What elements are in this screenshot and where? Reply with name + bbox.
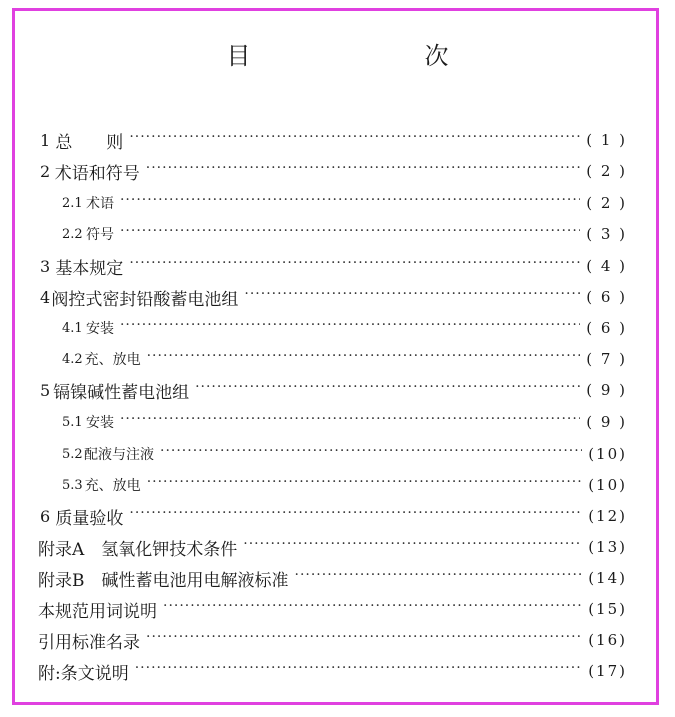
toc-entry-label: 基本规定 <box>55 258 124 279</box>
toc-entry-number: 5 <box>40 380 51 400</box>
toc-leader-dots <box>135 664 582 678</box>
toc-entry-appendix-a[interactable] <box>38 534 627 560</box>
toc-entry-label: 本规范用词说明 <box>38 601 157 622</box>
toc-entry-number: 5.3 <box>62 477 83 493</box>
toc-leader-dots <box>195 383 580 397</box>
toc-entry-number: 1 <box>40 130 51 150</box>
toc-entry-4-2[interactable] <box>62 346 627 372</box>
toc-entry-page: ( 1 ) <box>586 131 627 149</box>
toc-entry-page: (10) <box>588 445 627 463</box>
toc-leader-dots <box>129 259 580 273</box>
toc-entry-number: 4.1 <box>62 320 83 336</box>
toc-entry-label: 阀控式密封铅酸蓄电池组 <box>51 289 239 310</box>
toc-entry-page: ( 6 ) <box>586 319 627 337</box>
toc-entry-page: ( 2 ) <box>586 194 627 212</box>
toc-entry-label: 附:条文说明 <box>38 663 129 684</box>
toc-entry-number: 4 <box>40 287 51 307</box>
toc-entry-number: 2 <box>40 161 51 181</box>
toc-leader-dots <box>147 478 583 492</box>
toc-entry-label: 安装 <box>85 321 114 337</box>
toc-entry-1[interactable] <box>40 127 627 153</box>
toc-entry-number: 5.1 <box>62 414 83 430</box>
toc-entry-label: 术语 <box>85 196 114 212</box>
toc-leader-dots <box>120 227 580 241</box>
toc-entry-2-2[interactable] <box>62 221 627 247</box>
toc-entry-label: 附录B 碱性蓄电池用电解液标准 <box>38 570 289 591</box>
toc-leader-dots <box>146 633 582 647</box>
toc-entry-label: 符号 <box>85 227 114 243</box>
toc-entry-number: 2.2 <box>62 226 83 242</box>
toc-entry-label: 质量验收 <box>55 508 124 529</box>
toc-entry-word-usage[interactable] <box>38 596 627 622</box>
toc-leader-dots <box>120 415 580 429</box>
toc-entry-2[interactable] <box>40 158 627 184</box>
toc-entry-page: ( 9 ) <box>586 381 627 399</box>
toc-entry-page: (16) <box>588 631 627 649</box>
toc-entry-page: (17) <box>588 662 627 680</box>
toc-leader-dots <box>147 352 581 366</box>
toc-entry-label: 附录A 氢氧化钾技术条件 <box>38 539 238 560</box>
toc-entry-page: ( 2 ) <box>586 162 627 180</box>
toc-entry-page: (12) <box>588 507 627 525</box>
toc-entry-label: 术语和符号 <box>54 163 140 184</box>
toc-entry-page: ( 7 ) <box>586 350 627 368</box>
toc-leader-dots <box>120 321 580 335</box>
toc-leader-dots <box>160 447 582 461</box>
toc-entry-5-2[interactable] <box>62 441 627 467</box>
toc-entry-5[interactable] <box>40 377 627 403</box>
toc-entry-label: 充、放电 <box>84 478 141 494</box>
toc-entry-5-3[interactable] <box>62 472 627 498</box>
toc-entry-3[interactable] <box>40 253 627 279</box>
toc-entry-page: (15) <box>588 600 627 618</box>
toc-entry-page: ( 3 ) <box>586 225 627 243</box>
toc-entry-page: (14) <box>588 569 627 587</box>
toc-entry-number: 3 <box>40 256 51 276</box>
toc-entry-label: 充、放电 <box>84 352 141 368</box>
toc-leader-dots <box>243 540 582 554</box>
toc-entry-number: 5.2 <box>62 446 83 462</box>
toc-entry-4[interactable] <box>40 284 627 310</box>
toc-entry-page: ( 9 ) <box>586 413 627 431</box>
toc-entry-appendix-b[interactable] <box>38 565 627 591</box>
page-title: 目 次 <box>226 42 491 70</box>
toc-entry-2-1[interactable] <box>62 190 627 216</box>
toc-entry-number: 6 <box>40 506 51 526</box>
toc-leader-dots <box>295 571 583 585</box>
toc-entry-5-1[interactable] <box>62 409 627 435</box>
toc-entry-4-1[interactable] <box>62 315 627 341</box>
toc-leader-dots <box>129 509 582 523</box>
toc-entry-label: 配液与注液 <box>84 447 154 463</box>
toc-entry-page: (13) <box>588 538 627 556</box>
toc-entry-page: ( 4 ) <box>586 257 627 275</box>
toc-leader-dots <box>244 290 580 304</box>
toc-entry-page: (10) <box>588 476 627 494</box>
toc-entry-page: ( 6 ) <box>586 288 627 306</box>
toc-entry-label: 安装 <box>85 415 114 431</box>
toc-leader-dots <box>146 164 580 178</box>
toc-entry-references[interactable] <box>38 627 627 653</box>
toc-entry-label: 镉镍碱性蓄电池组 <box>53 382 190 403</box>
toc-leader-dots <box>120 196 580 210</box>
toc-leader-dots <box>129 133 580 147</box>
toc-entry-number: 2.1 <box>62 195 83 211</box>
toc-entry-explanation[interactable] <box>38 658 627 684</box>
toc-entry-6[interactable] <box>40 503 627 529</box>
toc-entry-label: 总 则 <box>55 132 124 153</box>
toc-leader-dots <box>163 602 582 616</box>
toc-entry-number: 4.2 <box>62 351 83 367</box>
toc-entry-label: 引用标准名录 <box>38 632 140 653</box>
